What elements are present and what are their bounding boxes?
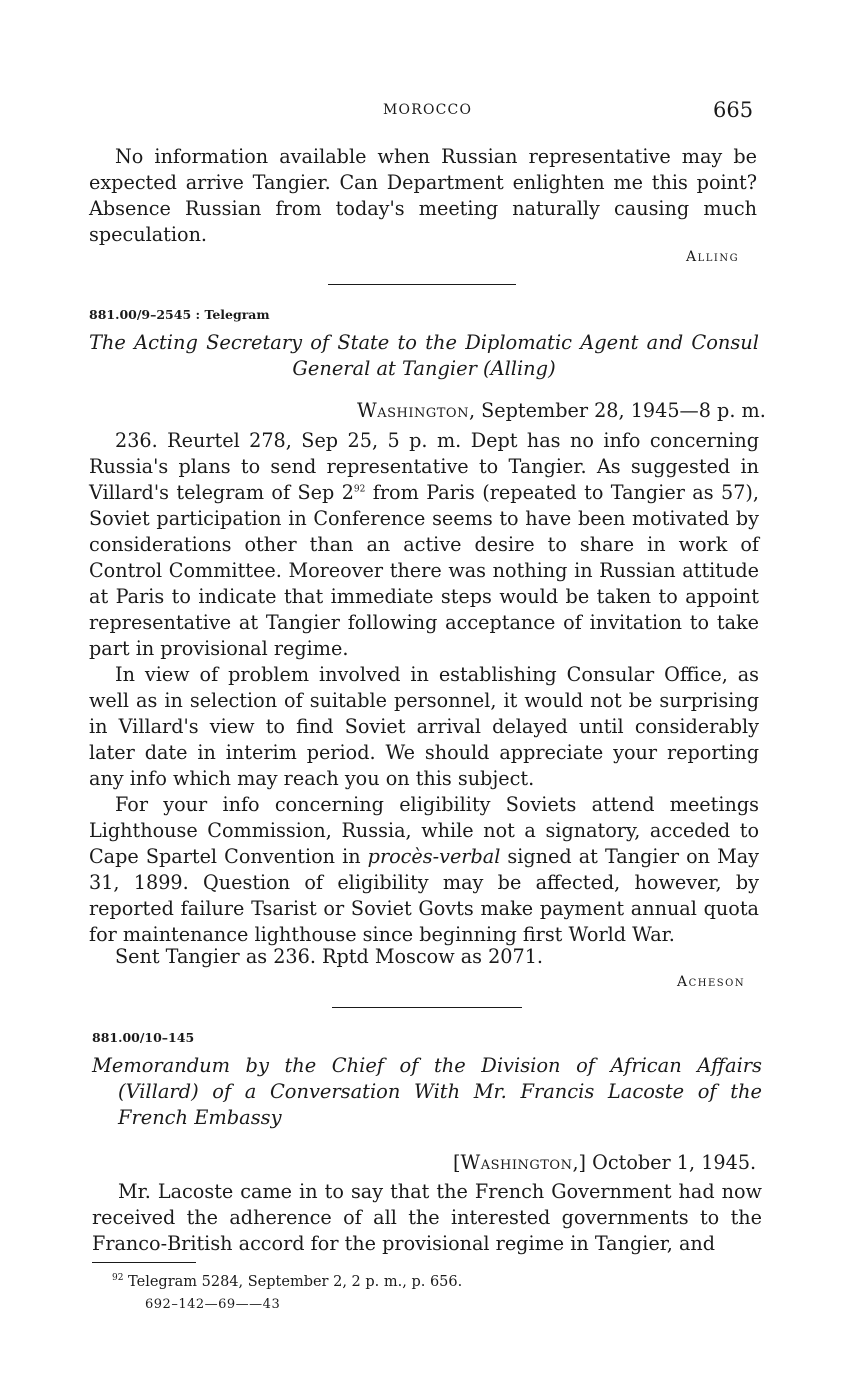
- doc1-dateline-rest: , September 28, 1945—8 p. m.: [468, 399, 766, 422]
- doc1-dateline-place: Washington: [357, 399, 469, 422]
- section-divider: [328, 284, 516, 285]
- telegram-continuation-paragraph: No information available when Russian representative may be expected arrive Tangier. Can Department enlighten me this point? Absence Russian from today's meeting naturally causing much speculation.: [89, 145, 757, 246]
- signature-alling: Alling: [686, 249, 740, 265]
- doc2-dateline-open: [: [453, 1151, 461, 1174]
- doc1-p1-text-b: from Paris (repeated to Tangier as 57), Soviet participation in Conference seems to have been motivated by considerations other than an active desire to share in work of Control Committee. Moreover there was nothing in Russian attitude at Paris to indicate that immediate steps would be taken to appoint representative at Tangier following acceptance of invitation to take part in provisional regime.: [89, 481, 759, 660]
- doc1-p3-italic: procès-verbal: [367, 845, 501, 868]
- footnote-text: Telegram 5284, September 2, 2 p. m., p. 656.: [123, 1274, 463, 1290]
- signature-acheson: Acheson: [677, 974, 746, 990]
- doc1-paragraph-3: [89, 792, 759, 948]
- section-divider: [332, 1007, 522, 1008]
- footnote-ref: 92: [353, 484, 366, 495]
- doc2-dateline: [453, 1151, 756, 1174]
- doc1-paragraph-2: In view of problem involved in establishing Consular Office, as well as in selection of suitable personnel, it would not be surprising in Villard's view to find Soviet arrival delayed until considerably later date in interim period. We should appreciate your reporting any info which may reach you on this subject.: [89, 663, 759, 790]
- doc1-p3-text-a: For your info concerning eligibility Soviets attend meetings Lighthouse Commission, Russia, while not a signatory, acceded to Cape Spartel Convention in: [89, 793, 759, 868]
- running-head: MOROCCO: [383, 102, 473, 118]
- page-number: 665: [713, 98, 754, 122]
- doc2-title: Memorandum by the Chief of the Division of African Affairs (Villard) of a Conversation With Mr. Francis Lacoste of the French Embassy: [92, 1054, 762, 1129]
- doc1-file-number: 881.00/9–2545 : Telegram: [89, 307, 270, 322]
- footnote-rule: [92, 1262, 196, 1263]
- doc1-paragraph-4: Sent Tangier as 236. Rptd Moscow as 2071.: [115, 945, 544, 968]
- doc2-dateline-rest: ,] October 1, 1945.: [572, 1151, 757, 1174]
- footnote-marker: 92: [112, 1273, 124, 1284]
- doc1-paragraph-1: [89, 428, 759, 662]
- printer-mark: 692–142—69——43: [145, 1297, 281, 1312]
- doc2-file-number: 881.00/10–145: [92, 1030, 195, 1045]
- footnote-92: [112, 1274, 462, 1290]
- doc2-paragraph-1: Mr. Lacoste came in to say that the French Government had now received the adherence of all the interested governments to the Franco-British accord for the provisional regime in Tangier, and: [92, 1180, 762, 1255]
- doc1-p3-text-b: signed at Tangier on May 31, 1899. Question of eligibility may be affected, however, by reported failure Tsarist or Soviet Govts make payment annual quota for maintenance lighthouse since beginning first World War.: [89, 845, 759, 946]
- doc1-p1-text-a: 236. Reurtel 278, Sep 25, 5 p. m. Dept has no info concerning Russia's plans to send representative to Tangier. As suggested in Villard's telegram of Sep 2: [89, 429, 759, 504]
- doc1-dateline: [357, 399, 766, 422]
- doc1-title: The Acting Secretary of State to the Diplomatic Agent and Consul General at Tangier (Alling): [89, 331, 759, 380]
- doc2-dateline-place: Washington: [460, 1151, 573, 1174]
